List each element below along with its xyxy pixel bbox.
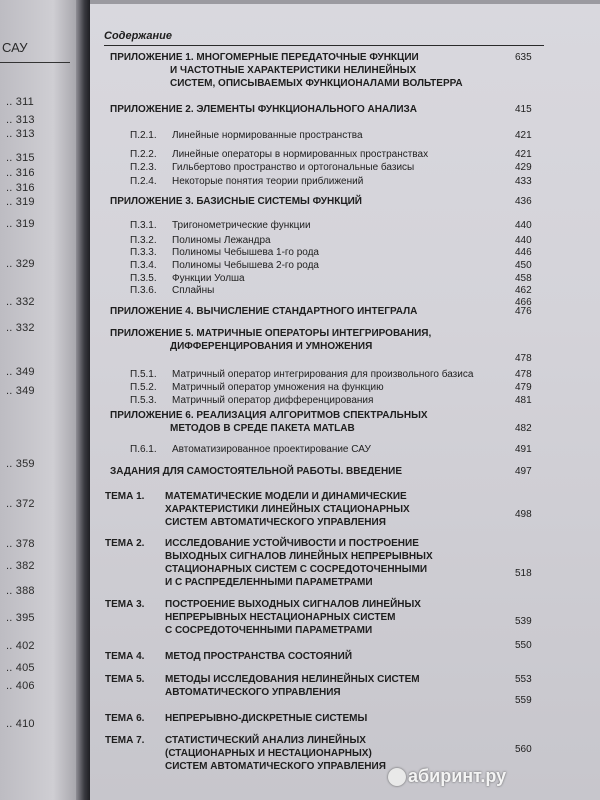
toc-page-number: 481 xyxy=(515,395,532,406)
toc-entry-text: ИССЛЕДОВАНИЕ УСТОЙЧИВОСТИ И ПОСТРОЕНИЕ xyxy=(165,538,419,549)
page-top-edge xyxy=(90,0,600,4)
toc-entry-code: П.3.6. xyxy=(130,285,157,296)
toc-entry-code: П.3.4. xyxy=(130,260,157,271)
toc-page-number: 518 xyxy=(515,568,532,579)
toc-page-number: 539 xyxy=(515,616,532,627)
toc-entry-text: МЕТОД ПРОСТРАНСТВА СОСТОЯНИЙ xyxy=(165,651,353,662)
toc-entry-text: Полиномы Чебышева 1-го рода xyxy=(172,247,319,258)
toc-entry-text: Линейные нормированные пространства xyxy=(172,130,363,141)
toc-entry-code: П.2.4. xyxy=(130,176,157,187)
left-page-number: .. 319 xyxy=(6,218,35,230)
toc-entry-text: Полиномы Чебышева 2-го рода xyxy=(172,260,319,271)
toc-entry-text: МЕТОДОВ В СРЕДЕ ПАКЕТА MATLAB xyxy=(170,423,355,434)
toc-entry-text: ПРИЛОЖЕНИЕ 5. МАТРИЧНЫЕ ОПЕРАТОРЫ ИНТЕГРИРОВАНИЯ, xyxy=(110,328,432,339)
toc-page-number: 476 xyxy=(515,306,532,317)
toc-entry-text: ВЫХОДНЫХ СИГНАЛОВ ЛИНЕЙНЫХ НЕПРЕРЫВНЫХ xyxy=(165,551,433,562)
toc-entry-text: Автоматизированное проектирование САУ xyxy=(172,444,371,455)
toc-entry-code: П.6.1. xyxy=(130,444,157,455)
toc-entry-text: СТАЦИОНАРНЫХ СИСТЕМ С СОСРЕДОТОЧЕННЫМИ xyxy=(165,564,428,575)
toc-page-number: 433 xyxy=(515,176,532,187)
toc-entry-code: П.3.2. xyxy=(130,235,157,246)
toc-page-number: 440 xyxy=(515,220,532,231)
toc-entry-text: Полиномы Лежандра xyxy=(172,235,271,246)
toc-entry-text: Некоторые понятия теории приближений xyxy=(172,176,364,187)
left-page-number: .. 378 xyxy=(6,538,35,550)
toc-entry-text: МАТЕМАТИЧЕСКИЕ МОДЕЛИ И ДИНАМИЧЕСКИЕ xyxy=(165,491,407,502)
toc-entry-text: Матричный оператор дифференцирования xyxy=(172,395,374,406)
left-page-header: САУ xyxy=(2,40,28,55)
left-page-number: .. 349 xyxy=(6,366,35,378)
left-page xyxy=(0,0,76,800)
toc-entry-code: П.5.3. xyxy=(130,395,157,406)
toc-entry-text: Тригонометрические функции xyxy=(172,220,311,231)
toc-page-number: 559 xyxy=(515,695,532,706)
toc-page-number: 466 xyxy=(515,297,532,308)
right-page-header: Содержание xyxy=(104,30,172,42)
toc-entry-code: ТЕМА 4. xyxy=(105,651,145,662)
toc-entry-text: Матричный оператор умножения на функцию xyxy=(172,382,384,393)
toc-entry-code: П.5.1. xyxy=(130,369,157,380)
left-page-number: .. 319 xyxy=(6,196,35,208)
left-page-number: .. 316 xyxy=(6,182,35,194)
toc-entry-text: Сплайны xyxy=(172,285,215,296)
toc-entry-text: Матричный оператор интегрирования для произвольного базиса xyxy=(172,369,474,380)
toc-entry-text: МЕТОДЫ ИССЛЕДОВАНИЯ НЕЛИНЕЙНЫХ СИСТЕМ xyxy=(165,674,420,685)
toc-entry-text: ПРИЛОЖЕНИЕ 6. РЕАЛИЗАЦИЯ АЛГОРИТМОВ СПЕКТРАЛЬНЫХ xyxy=(110,410,428,421)
watermark: абиринт.ру xyxy=(408,766,507,786)
left-page-number: .. 372 xyxy=(6,498,35,510)
toc-entry-text: АВТОМАТИЧЕСКОГО УПРАВЛЕНИЯ xyxy=(165,687,341,698)
toc-entry-text: ПРИЛОЖЕНИЕ 1. МНОГОМЕРНЫЕ ПЕРЕДАТОЧНЫЕ ФУНКЦИИ xyxy=(110,52,419,63)
toc-page-number: 479 xyxy=(515,382,532,393)
left-page-number: .. 329 xyxy=(6,258,35,270)
toc-entry-code: П.2.2. xyxy=(130,149,157,160)
left-page-number: .. 313 xyxy=(6,128,35,140)
toc-page-number: 491 xyxy=(515,444,532,455)
toc-entry-text: ПРИЛОЖЕНИЕ 3. БАЗИСНЫЕ СИСТЕМЫ ФУНКЦИЙ xyxy=(110,196,362,207)
left-page-number: .. 332 xyxy=(6,296,35,308)
left-page-number: .. 315 xyxy=(6,152,35,164)
toc-entry-text: СТАТИСТИЧЕСКИЙ АНАЛИЗ ЛИНЕЙНЫХ xyxy=(165,735,366,746)
toc-page-number: 450 xyxy=(515,260,532,271)
left-page-number: .. 405 xyxy=(6,662,35,674)
left-page-number: .. 349 xyxy=(6,385,35,397)
toc-entry-text: СИСТЕМ АВТОМАТИЧЕСКОГО УПРАВЛЕНИЯ xyxy=(165,517,386,528)
toc-page-number: 550 xyxy=(515,640,532,651)
toc-entry-code: ТЕМА 3. xyxy=(105,599,145,610)
toc-entry-text: ДИФФЕРЕНЦИРОВАНИЯ И УМНОЖЕНИЯ xyxy=(170,341,373,352)
left-page-number: .. 316 xyxy=(6,167,35,179)
toc-entry-text: С СОСРЕДОТОЧЕННЫМИ ПАРАМЕТРАМИ xyxy=(165,625,373,636)
toc-entry-code: ТЕМА 6. xyxy=(105,713,145,724)
left-page-number: .. 359 xyxy=(6,458,35,470)
watermark-logo-icon xyxy=(388,768,406,786)
toc-entry-text: СИСТЕМ, ОПИСЫВАЕМЫХ ФУНКЦИОНАЛАМИ ВОЛЬТЕРРА xyxy=(170,78,463,89)
toc-entry-text: Гильбертово пространство и ортогональные базисы xyxy=(172,162,415,173)
toc-entry-code: П.2.1. xyxy=(130,130,157,141)
toc-page-number: 482 xyxy=(515,423,532,434)
toc-entry-code: ТЕМА 1. xyxy=(105,491,145,502)
toc-page-number: 498 xyxy=(515,509,532,520)
toc-entry-code: П.2.3. xyxy=(130,162,157,173)
left-page-number: .. 332 xyxy=(6,322,35,334)
toc-entry-text: (СТАЦИОНАРНЫХ И НЕСТАЦИОНАРНЫХ) xyxy=(165,748,372,759)
toc-page-number: 462 xyxy=(515,285,532,296)
toc-entry-code: П.3.1. xyxy=(130,220,157,231)
toc-entry-text: И С РАСПРЕДЕЛЕННЫМИ ПАРАМЕТРАМИ xyxy=(165,577,373,588)
toc-page-number: 478 xyxy=(515,353,532,364)
toc-entry-text: НЕПРЕРЫВНО-ДИСКРЕТНЫЕ СИСТЕМЫ xyxy=(165,713,368,724)
toc-page-number: 446 xyxy=(515,247,532,258)
left-page-number: .. 410 xyxy=(6,718,35,730)
toc-entry-code: ТЕМА 5. xyxy=(105,674,145,685)
book-spine xyxy=(76,0,90,800)
toc-entry-text: ПРИЛОЖЕНИЕ 4. ВЫЧИСЛЕНИЕ СТАНДАРТНОГО ИНТЕГРАЛА xyxy=(110,306,418,317)
toc-page-number: 560 xyxy=(515,744,532,755)
left-page-number: .. 406 xyxy=(6,680,35,692)
toc-page-number: 478 xyxy=(515,369,532,380)
toc-entry-text: ПРИЛОЖЕНИЕ 2. ЭЛЕМЕНТЫ ФУНКЦИОНАЛЬНОГО АНАЛИЗА xyxy=(110,104,418,115)
left-page-number: .. 388 xyxy=(6,585,35,597)
left-page-rule xyxy=(0,62,70,63)
toc-page-number: 415 xyxy=(515,104,532,115)
toc-page-number: 436 xyxy=(515,196,532,207)
toc-page-number: 421 xyxy=(515,149,532,160)
toc-page-number: 440 xyxy=(515,235,532,246)
left-page-number: .. 395 xyxy=(6,612,35,624)
toc-page-number: 497 xyxy=(515,466,532,477)
toc-page-number: 635 xyxy=(515,52,532,63)
toc-entry-code: П.5.2. xyxy=(130,382,157,393)
toc-entry-code: ТЕМА 2. xyxy=(105,538,145,549)
toc-entry-code: П.3.3. xyxy=(130,247,157,258)
toc-entry-text: ХАРАКТЕРИСТИКИ ЛИНЕЙНЫХ СТАЦИОНАРНЫХ xyxy=(165,504,410,515)
toc-entry-code: П.3.5. xyxy=(130,273,157,284)
left-page-number: .. 402 xyxy=(6,640,35,652)
toc-entry-text: СИСТЕМ АВТОМАТИЧЕСКОГО УПРАВЛЕНИЯ xyxy=(165,761,386,772)
toc-entry-text: Линейные операторы в нормированных пространствах xyxy=(172,149,429,160)
toc-entry-text: НЕПРЕРЫВНЫХ НЕСТАЦИОНАРНЫХ СИСТЕМ xyxy=(165,612,396,623)
toc-entry-text: И ЧАСТОТНЫЕ ХАРАКТЕРИСТИКИ НЕЛИНЕЙНЫХ xyxy=(170,65,417,76)
toc-page-number: 429 xyxy=(515,162,532,173)
toc-page-number: 421 xyxy=(515,130,532,141)
left-page-number: .. 382 xyxy=(6,560,35,572)
toc-entry-text: ЗАДАНИЯ ДЛЯ САМОСТОЯТЕЛЬНОЙ РАБОТЫ. ВВЕДЕНИЕ xyxy=(110,466,403,477)
toc-page-number: 458 xyxy=(515,273,532,284)
toc-entry-code: ТЕМА 7. xyxy=(105,735,145,746)
toc-entry-text: ПОСТРОЕНИЕ ВЫХОДНЫХ СИГНАЛОВ ЛИНЕЙНЫХ xyxy=(165,599,421,610)
right-page-rule xyxy=(104,45,544,46)
toc-entry-text: Функции Уолша xyxy=(172,273,245,284)
left-page-number: .. 313 xyxy=(6,114,35,126)
toc-page-number: 553 xyxy=(515,674,532,685)
left-page-number: .. 311 xyxy=(6,96,34,108)
